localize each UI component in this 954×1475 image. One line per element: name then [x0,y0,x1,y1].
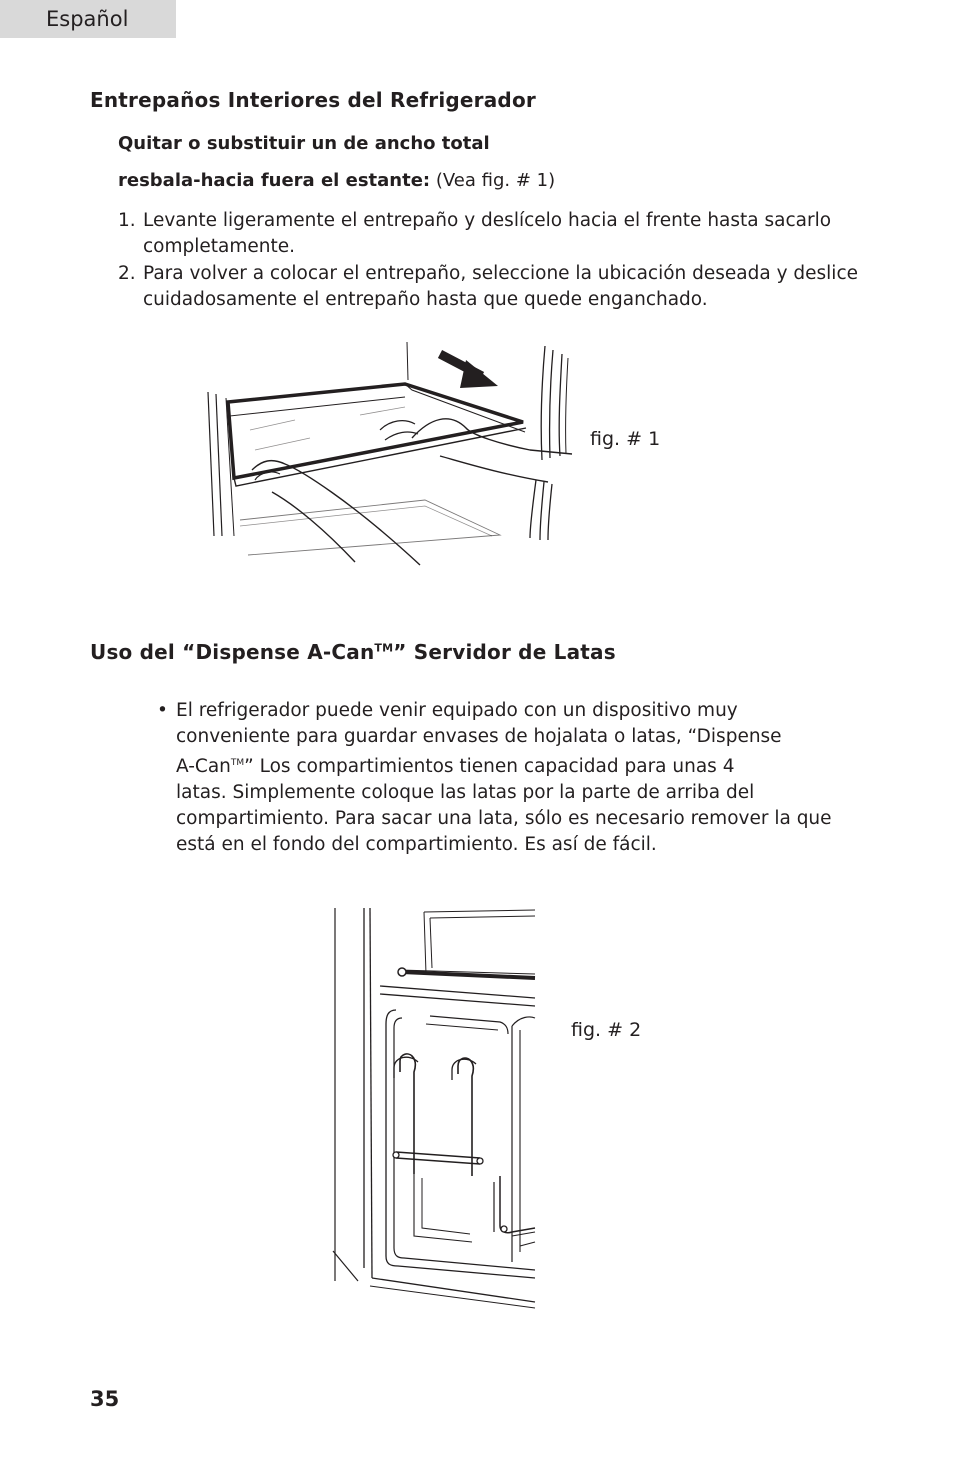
figure-1-shelf-illustration [200,340,580,570]
bullet-line: El refrigerador puede venir equipado con un dispositivo muy [176,700,738,721]
trademark-mark: TM [374,641,394,655]
step-number: 2. [118,263,136,284]
language-tab: Español [0,0,176,38]
bullet-paragraph [176,698,876,858]
step-item [118,261,878,313]
bullet-line: compartimiento. Para sacar una lata, sólo es necesario remover la que [176,808,832,830]
step-item [118,208,878,260]
subtitle-reference: (Vea fig. # 1) [430,170,556,191]
bullet-marker: • [157,700,168,721]
figure-1-caption: fig. # 1 [590,428,661,450]
bullet-line: conveniente para guardar envases de hojalata o latas, “Dispense [176,726,782,747]
subtitle-line-2 [118,170,555,191]
page-number: 35 [90,1387,120,1411]
title-text-part-1: Uso del “Dispense A-Can [90,640,375,664]
step-text: Para volver a colocar el entrepaño, seleccione la ubicación deseada y deslice cuidadosamente el entrepaño hasta que quede enganchado. [143,263,859,310]
section-title-dispense-a-can [90,640,616,664]
bullet-text: ” Los compartimientos tienen capacidad para unas 4 [244,756,735,778]
bullet-line: está en el fondo del compartimiento. Es así de fácil. [176,834,657,856]
section-title-shelves: Entrepaños Interiores del Refrigerador [90,88,536,112]
bullet-line: latas. Simplemente coloque las latas por la parte de arriba del [176,782,755,804]
subtitle-line-1: Quitar o substituir un de ancho total [118,133,490,154]
bullet-text: A-Can [176,756,231,778]
subtitle-bold: resbala-hacia fuera el estante: [118,170,431,191]
bullet-line [176,750,876,780]
title-text-part-2: ” Servidor de Latas [393,640,616,664]
trademark-mark: TM [230,758,245,768]
step-number: 1. [118,210,136,231]
figure-2-caption: fig. # 2 [571,1019,642,1041]
step-text: Levante ligeramente el entrepaño y deslícelo hacia el frente hasta sacarlo completamente. [143,210,832,257]
figure-2-can-dispenser-illustration [330,906,540,1306]
